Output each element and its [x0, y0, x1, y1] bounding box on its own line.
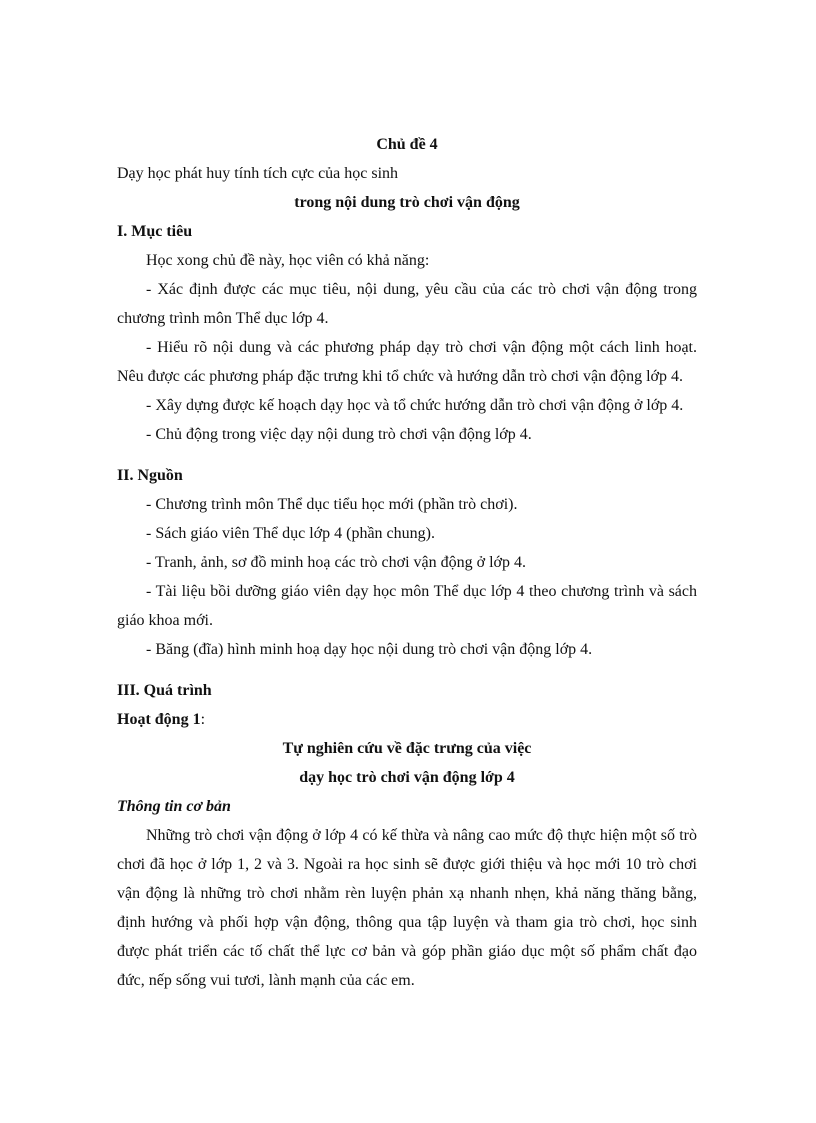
page-title: Chủ đề 4 [376, 136, 438, 153]
objective-item: - Xác định được các mục tiêu, nội dung, yêu cầu của các trò chơi vận động trong chương trình môn Thể dục lớp 4. [117, 281, 697, 327]
info-heading: Thông tin cơ bản [117, 798, 231, 815]
section-heading-process: III. Quá trình [117, 682, 212, 699]
objective-item: - Xây dựng được kế hoạch dạy học và tổ chức hướng dẫn trò chơi vận động ở lớp 4. [146, 397, 684, 414]
activity-label: Hoạt động 1 [117, 711, 201, 728]
activity-title-line-1: Tự nghiên cứu về đặc trưng của việc [282, 740, 532, 757]
subtitle-line-1: Dạy học phát huy tính tích cực của học sinh [117, 165, 399, 182]
subtitle-line-2: trong nội dung trò chơi vận động [294, 194, 520, 211]
source-item: - Chương trình môn Thể dục tiểu học mới (phần trò chơi). [146, 496, 518, 513]
source-item: - Sách giáo viên Thể dục lớp 4 (phần chung). [146, 525, 435, 542]
section-heading-sources: II. Nguồn [117, 467, 183, 484]
objective-item: - Chủ động trong việc dạy nội dung trò chơi vận động lớp 4. [146, 426, 532, 443]
activity-title-line-2: dạy học trò chơi vận động lớp 4 [299, 769, 515, 786]
source-item: - Tranh, ảnh, sơ đồ minh hoạ các trò chơi vận động ở lớp 4. [146, 554, 527, 571]
activity-colon: : [200, 711, 206, 728]
objectives-intro: Học xong chủ đề này, học viên có khả năng: [146, 252, 430, 269]
source-item: - Băng (đĩa) hình minh hoạ dạy học nội dung trò chơi vận động lớp 4. [146, 641, 593, 658]
objective-item: - Hiểu rõ nội dung và các phương pháp dạy trò chơi vận động một cách linh hoạt. Nêu được các phương pháp đặc trưng khi tổ chức và hướng dẫn trò chơi vận động lớp 4. [117, 339, 697, 385]
source-item: - Tài liệu bồi dưỡng giáo viên dạy học môn Thể dục lớp 4 theo chương trình và sách giáo khoa mới. [117, 583, 697, 629]
activity-label-line [117, 705, 697, 734]
document-page [117, 130, 697, 995]
section-heading-objectives: I. Mục tiêu [117, 223, 193, 240]
body-paragraph: Những trò chơi vận động ở lớp 4 có kế thừa và nâng cao mức độ thực hiện một số trò chơi đã học ở lớp 1, 2 và 3. Ngoài ra học sinh sẽ được giới thiệu và học mới 10 trò chơi vận động là những trò chơi nhằm rèn luyện phản xạ nhanh nhẹn, khả năng thăng bằng, định hướng và phối hợp vận động, thông qua tập luyện và tham gia trò chơi, học sinh được phát triển các tố chất thể lực cơ bản và góp phần giáo dục một số phẩm chất đạo đức, nếp sống vui tươi, lành mạnh của các em. [117, 827, 697, 989]
